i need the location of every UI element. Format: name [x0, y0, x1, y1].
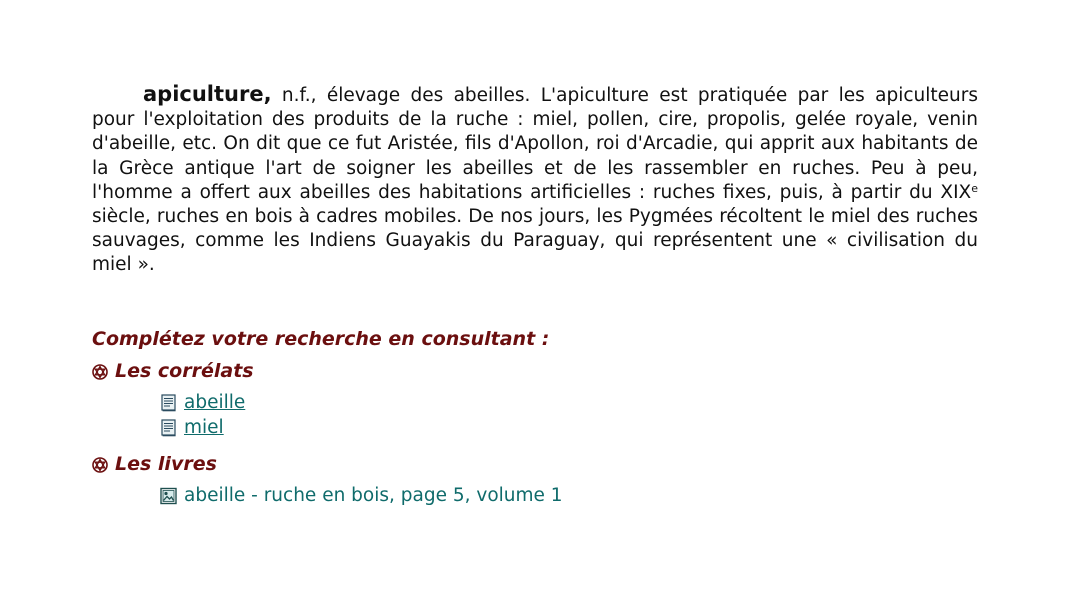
section-heading-livres	[92, 453, 217, 475]
correlat-link-abeille[interactable]: abeille	[184, 392, 246, 413]
section-heading-label: Les livres	[115, 453, 217, 475]
correlat-item-abeille	[160, 392, 245, 413]
star-circle-icon	[92, 363, 108, 379]
section-heading-correlats	[92, 360, 254, 382]
document-icon	[160, 419, 177, 437]
image-icon	[160, 487, 177, 505]
correlat-item-miel	[160, 417, 224, 438]
star-circle-icon	[92, 456, 108, 472]
livre-link[interactable]: abeille - ruche en bois, page 5, volume 1	[184, 485, 563, 506]
document-icon	[160, 394, 177, 412]
century-superscript: e	[971, 181, 978, 195]
section-heading-label: Les corrélats	[115, 360, 254, 382]
complete-research-heading: Complétez votre recherche en consultant :	[92, 328, 550, 350]
article-text-part1: n.f., élevage des abeilles. L'apiculture est pratiquée par les apiculteurs pour l'exploitation des produits de la ruche : miel, pollen, cire, propolis, gelée royale, venin d'abeille, etc. On dit que ce fut Aristée, fils d'Apollon, roi d'Arcadie, qui apprit aux habitants de la Grèce antique l'art de soigner les abeilles et de les rassembler en ruches. Peu à peu, l'homme a offert aux abeilles des habitations artificielles : ruches fixes, puis, à partir du XIX	[92, 85, 978, 203]
article-body	[92, 82, 978, 278]
headword: apiculture,	[143, 82, 272, 106]
correlat-link-miel[interactable]: miel	[184, 417, 224, 438]
livre-item	[160, 485, 563, 506]
article-text-part2: siècle, ruches en bois à cadres mobiles. De nos jours, les Pygmées récoltent le miel des ruches sauvages, comme les Indiens Guayakis du Paraguay, qui représentent une « civilisation du miel ».	[92, 206, 978, 276]
